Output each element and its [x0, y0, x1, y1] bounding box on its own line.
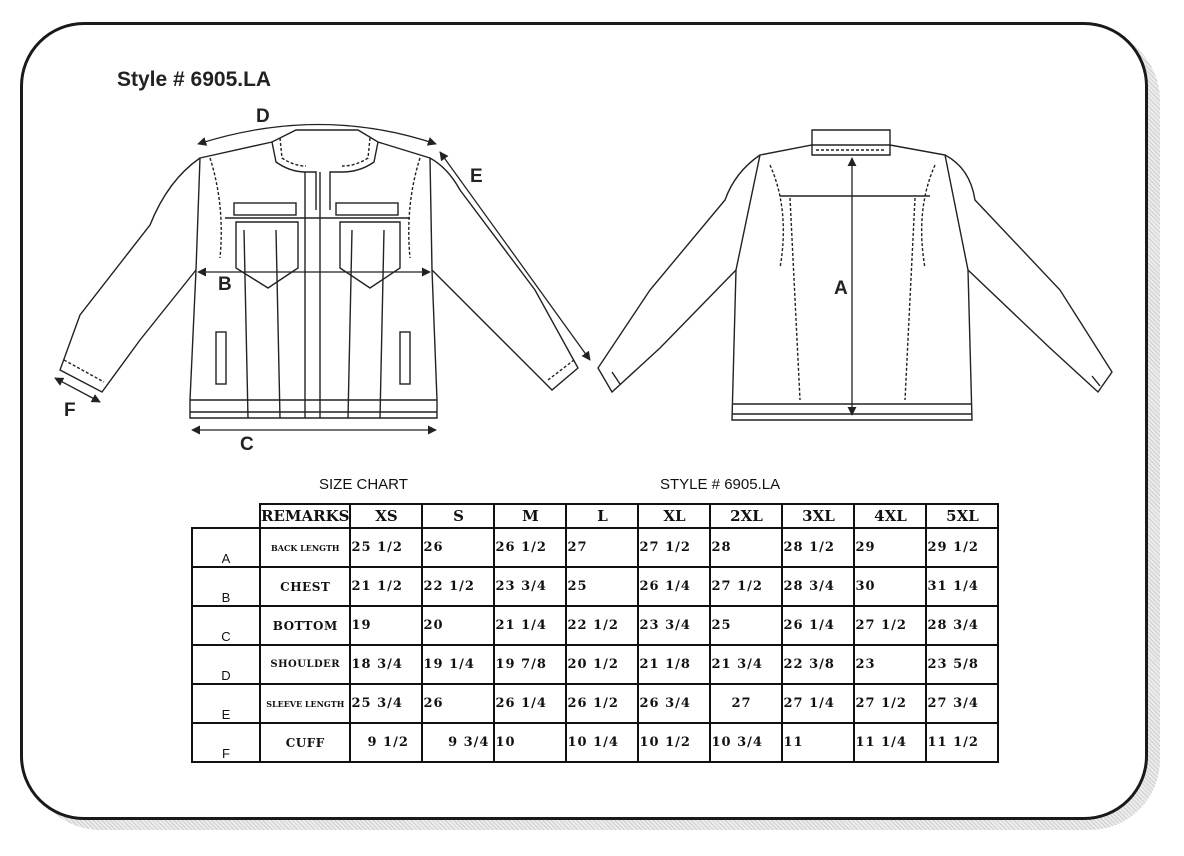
size-header: 4XL — [854, 504, 926, 528]
size-value: 27 3/4 — [926, 684, 998, 723]
dimension-label-d: D — [256, 106, 270, 127]
row-remark: BACK LENGTH — [260, 528, 350, 567]
size-value: 21 1/4 — [494, 606, 566, 645]
row-remark: SHOULDER — [260, 645, 350, 684]
size-value: 11 — [782, 723, 854, 762]
row-remark: SLEEVE LENGTH — [260, 684, 350, 723]
jacket-back-view — [598, 130, 1112, 420]
size-value: 26 1/4 — [494, 684, 566, 723]
size-value: 22 3/8 — [782, 645, 854, 684]
size-value: 26 3/4 — [638, 684, 710, 723]
size-value: 19 7/8 — [494, 645, 566, 684]
size-value: 23 5/8 — [926, 645, 998, 684]
row-letter: D — [192, 645, 260, 684]
size-value: 21 3/4 — [710, 645, 782, 684]
front-dimension-lines — [55, 125, 590, 431]
size-value: 20 — [422, 606, 494, 645]
size-value: 28 1/2 — [782, 528, 854, 567]
size-value: 30 — [854, 567, 926, 606]
size-value: 28 — [710, 528, 782, 567]
jacket-front-view — [60, 130, 578, 418]
size-value: 10 3/4 — [710, 723, 782, 762]
size-value: 25 1/2 — [350, 528, 422, 567]
row-letter: C — [192, 606, 260, 645]
size-value: 25 3/4 — [350, 684, 422, 723]
style-caption: STYLE # 6905.LA — [660, 476, 781, 493]
size-value: 11 1/4 — [854, 723, 926, 762]
size-header: S — [422, 504, 494, 528]
row-letter: B — [192, 567, 260, 606]
size-chart-title: SIZE CHART — [319, 476, 408, 493]
table-row — [192, 567, 998, 606]
size-value: 21 1/8 — [638, 645, 710, 684]
size-value: 21 1/2 — [350, 567, 422, 606]
size-value: 9 1/2 — [350, 723, 422, 762]
size-value: 11 1/2 — [926, 723, 998, 762]
size-header: L — [566, 504, 638, 528]
size-value: 18 3/4 — [350, 645, 422, 684]
size-value: 28 3/4 — [926, 606, 998, 645]
size-value: 10 1/4 — [566, 723, 638, 762]
size-header-row — [192, 504, 998, 528]
dimension-label-e: E — [470, 166, 483, 187]
row-letter: F — [192, 723, 260, 762]
size-value: 27 — [710, 684, 782, 723]
size-header: XS — [350, 504, 422, 528]
style-title: Style # 6905.LA — [117, 68, 272, 91]
size-value: 26 1/2 — [566, 684, 638, 723]
size-value: 26 — [422, 528, 494, 567]
dimension-label-a: A — [834, 278, 848, 299]
size-value: 9 3/4 — [422, 723, 494, 762]
table-row — [192, 723, 998, 762]
size-value: 26 1/4 — [782, 606, 854, 645]
corner-cell — [192, 504, 260, 528]
row-remark: CHEST — [260, 567, 350, 606]
size-header: 3XL — [782, 504, 854, 528]
size-value: 28 3/4 — [782, 567, 854, 606]
dimension-label-c: C — [240, 434, 254, 455]
dimension-label-f: F — [64, 400, 76, 421]
row-letter: E — [192, 684, 260, 723]
size-value: 22 1/2 — [566, 606, 638, 645]
size-value: 19 1/4 — [422, 645, 494, 684]
size-value: 10 1/2 — [638, 723, 710, 762]
table-row — [192, 684, 998, 723]
table-row — [192, 528, 998, 567]
size-value: 19 — [350, 606, 422, 645]
size-value: 22 1/2 — [422, 567, 494, 606]
size-value: 23 — [854, 645, 926, 684]
size-header: 2XL — [710, 504, 782, 528]
size-value: 27 1/4 — [782, 684, 854, 723]
size-value: 26 1/4 — [638, 567, 710, 606]
remarks-header: REMARKS — [260, 504, 350, 528]
size-value: 23 3/4 — [638, 606, 710, 645]
size-value: 27 1/2 — [854, 606, 926, 645]
size-value: 27 — [566, 528, 638, 567]
size-value: 27 1/2 — [854, 684, 926, 723]
size-value: 25 — [566, 567, 638, 606]
size-value: 29 1/2 — [926, 528, 998, 567]
dimension-label-b: B — [218, 274, 232, 295]
size-value: 26 1/2 — [494, 528, 566, 567]
size-value: 31 1/4 — [926, 567, 998, 606]
size-value: 27 1/2 — [710, 567, 782, 606]
size-value: 23 3/4 — [494, 567, 566, 606]
size-value: 26 — [422, 684, 494, 723]
size-value: 29 — [854, 528, 926, 567]
size-value: 10 — [494, 723, 566, 762]
size-header: M — [494, 504, 566, 528]
row-remark: CUFF — [260, 723, 350, 762]
size-value: 20 1/2 — [566, 645, 638, 684]
row-remark: BOTTOM — [260, 606, 350, 645]
size-header: XL — [638, 504, 710, 528]
size-value: 25 — [710, 606, 782, 645]
size-chart-table — [191, 503, 999, 763]
row-letter: A — [192, 528, 260, 567]
table-row — [192, 606, 998, 645]
size-header: 5XL — [926, 504, 998, 528]
table-row — [192, 645, 998, 684]
size-value: 27 1/2 — [638, 528, 710, 567]
